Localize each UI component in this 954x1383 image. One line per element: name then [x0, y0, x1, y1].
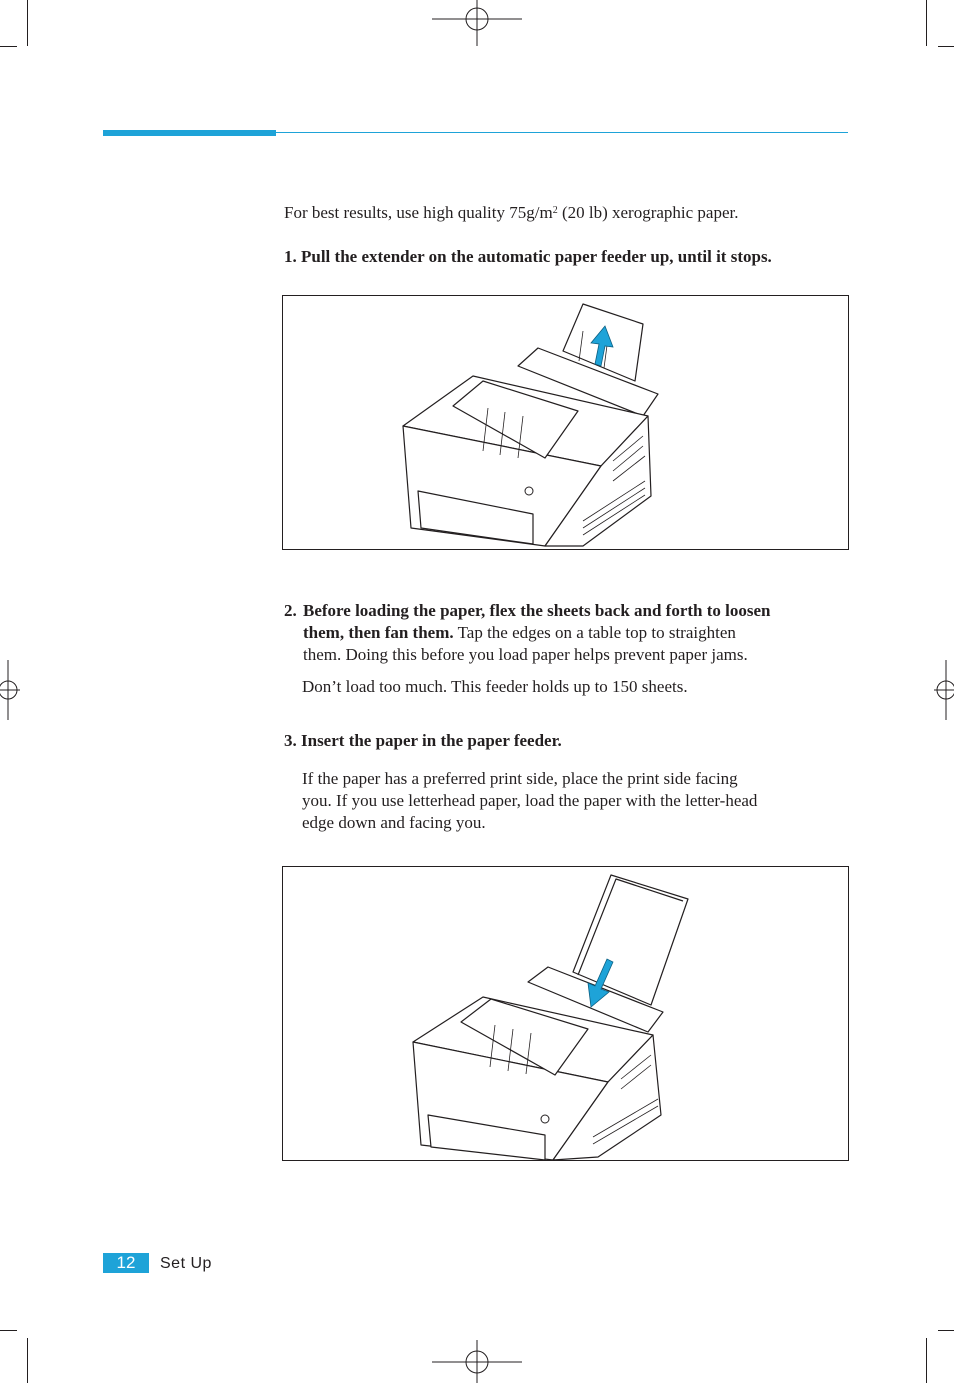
- step-2-line-1: Before loading the paper, flex the sheets back and forth to loosen: [303, 601, 771, 620]
- step-2-normal-text: Tap the edges on a table top to straighten: [453, 623, 736, 642]
- crop-mark: [0, 46, 17, 47]
- header-rule: [276, 132, 848, 133]
- step-2-note: Don’t load too much. This feeder holds up to 150 sheets.: [302, 677, 688, 696]
- crop-mark: [27, 1338, 28, 1383]
- step-2-number: 2.: [284, 601, 297, 620]
- step-1-heading: 1. Pull the extender on the automatic paper feeder up, until it stops.: [284, 247, 772, 266]
- crop-mark: [938, 1330, 954, 1331]
- step-2-line-2: [303, 622, 736, 644]
- crop-mark: [27, 0, 28, 46]
- figure-printer-insert-paper: [282, 866, 849, 1161]
- intro-text-end: (20 lb) xerographic paper.: [557, 203, 739, 222]
- intro-text: For best results, use high quality 75g/m: [284, 203, 553, 222]
- section-label: Set Up: [160, 1255, 212, 1272]
- crop-mark: [938, 46, 954, 47]
- registration-mark-left: [0, 660, 20, 720]
- registration-mark-right: [934, 660, 954, 720]
- crop-mark: [0, 1330, 17, 1331]
- step-2-bold-text: them, then fan them.: [303, 623, 454, 642]
- step-3-line-2: you. If you use letterhead paper, load the paper with the letter-head: [302, 791, 758, 810]
- intro-paragraph: [284, 202, 738, 224]
- step-3-heading: 3. Insert the paper in the paper feeder.: [284, 731, 562, 750]
- crop-mark: [926, 1338, 927, 1383]
- page-number: 12: [103, 1253, 149, 1273]
- header-accent-bar: [103, 130, 276, 136]
- crop-mark: [926, 0, 927, 46]
- step-2-line-3: them. Doing this before you load paper helps prevent paper jams.: [303, 645, 748, 664]
- step-3-line-3: edge down and facing you.: [302, 813, 486, 832]
- intro-superscript: 2: [552, 205, 558, 216]
- registration-mark-bottom: [432, 1340, 522, 1383]
- figure-printer-extender: [282, 295, 849, 550]
- step-3-line-1: If the paper has a preferred print side, place the print side facing: [302, 769, 738, 788]
- registration-mark-top: [432, 0, 522, 46]
- printer-illustration: [283, 867, 848, 1160]
- printer-illustration: [283, 296, 848, 549]
